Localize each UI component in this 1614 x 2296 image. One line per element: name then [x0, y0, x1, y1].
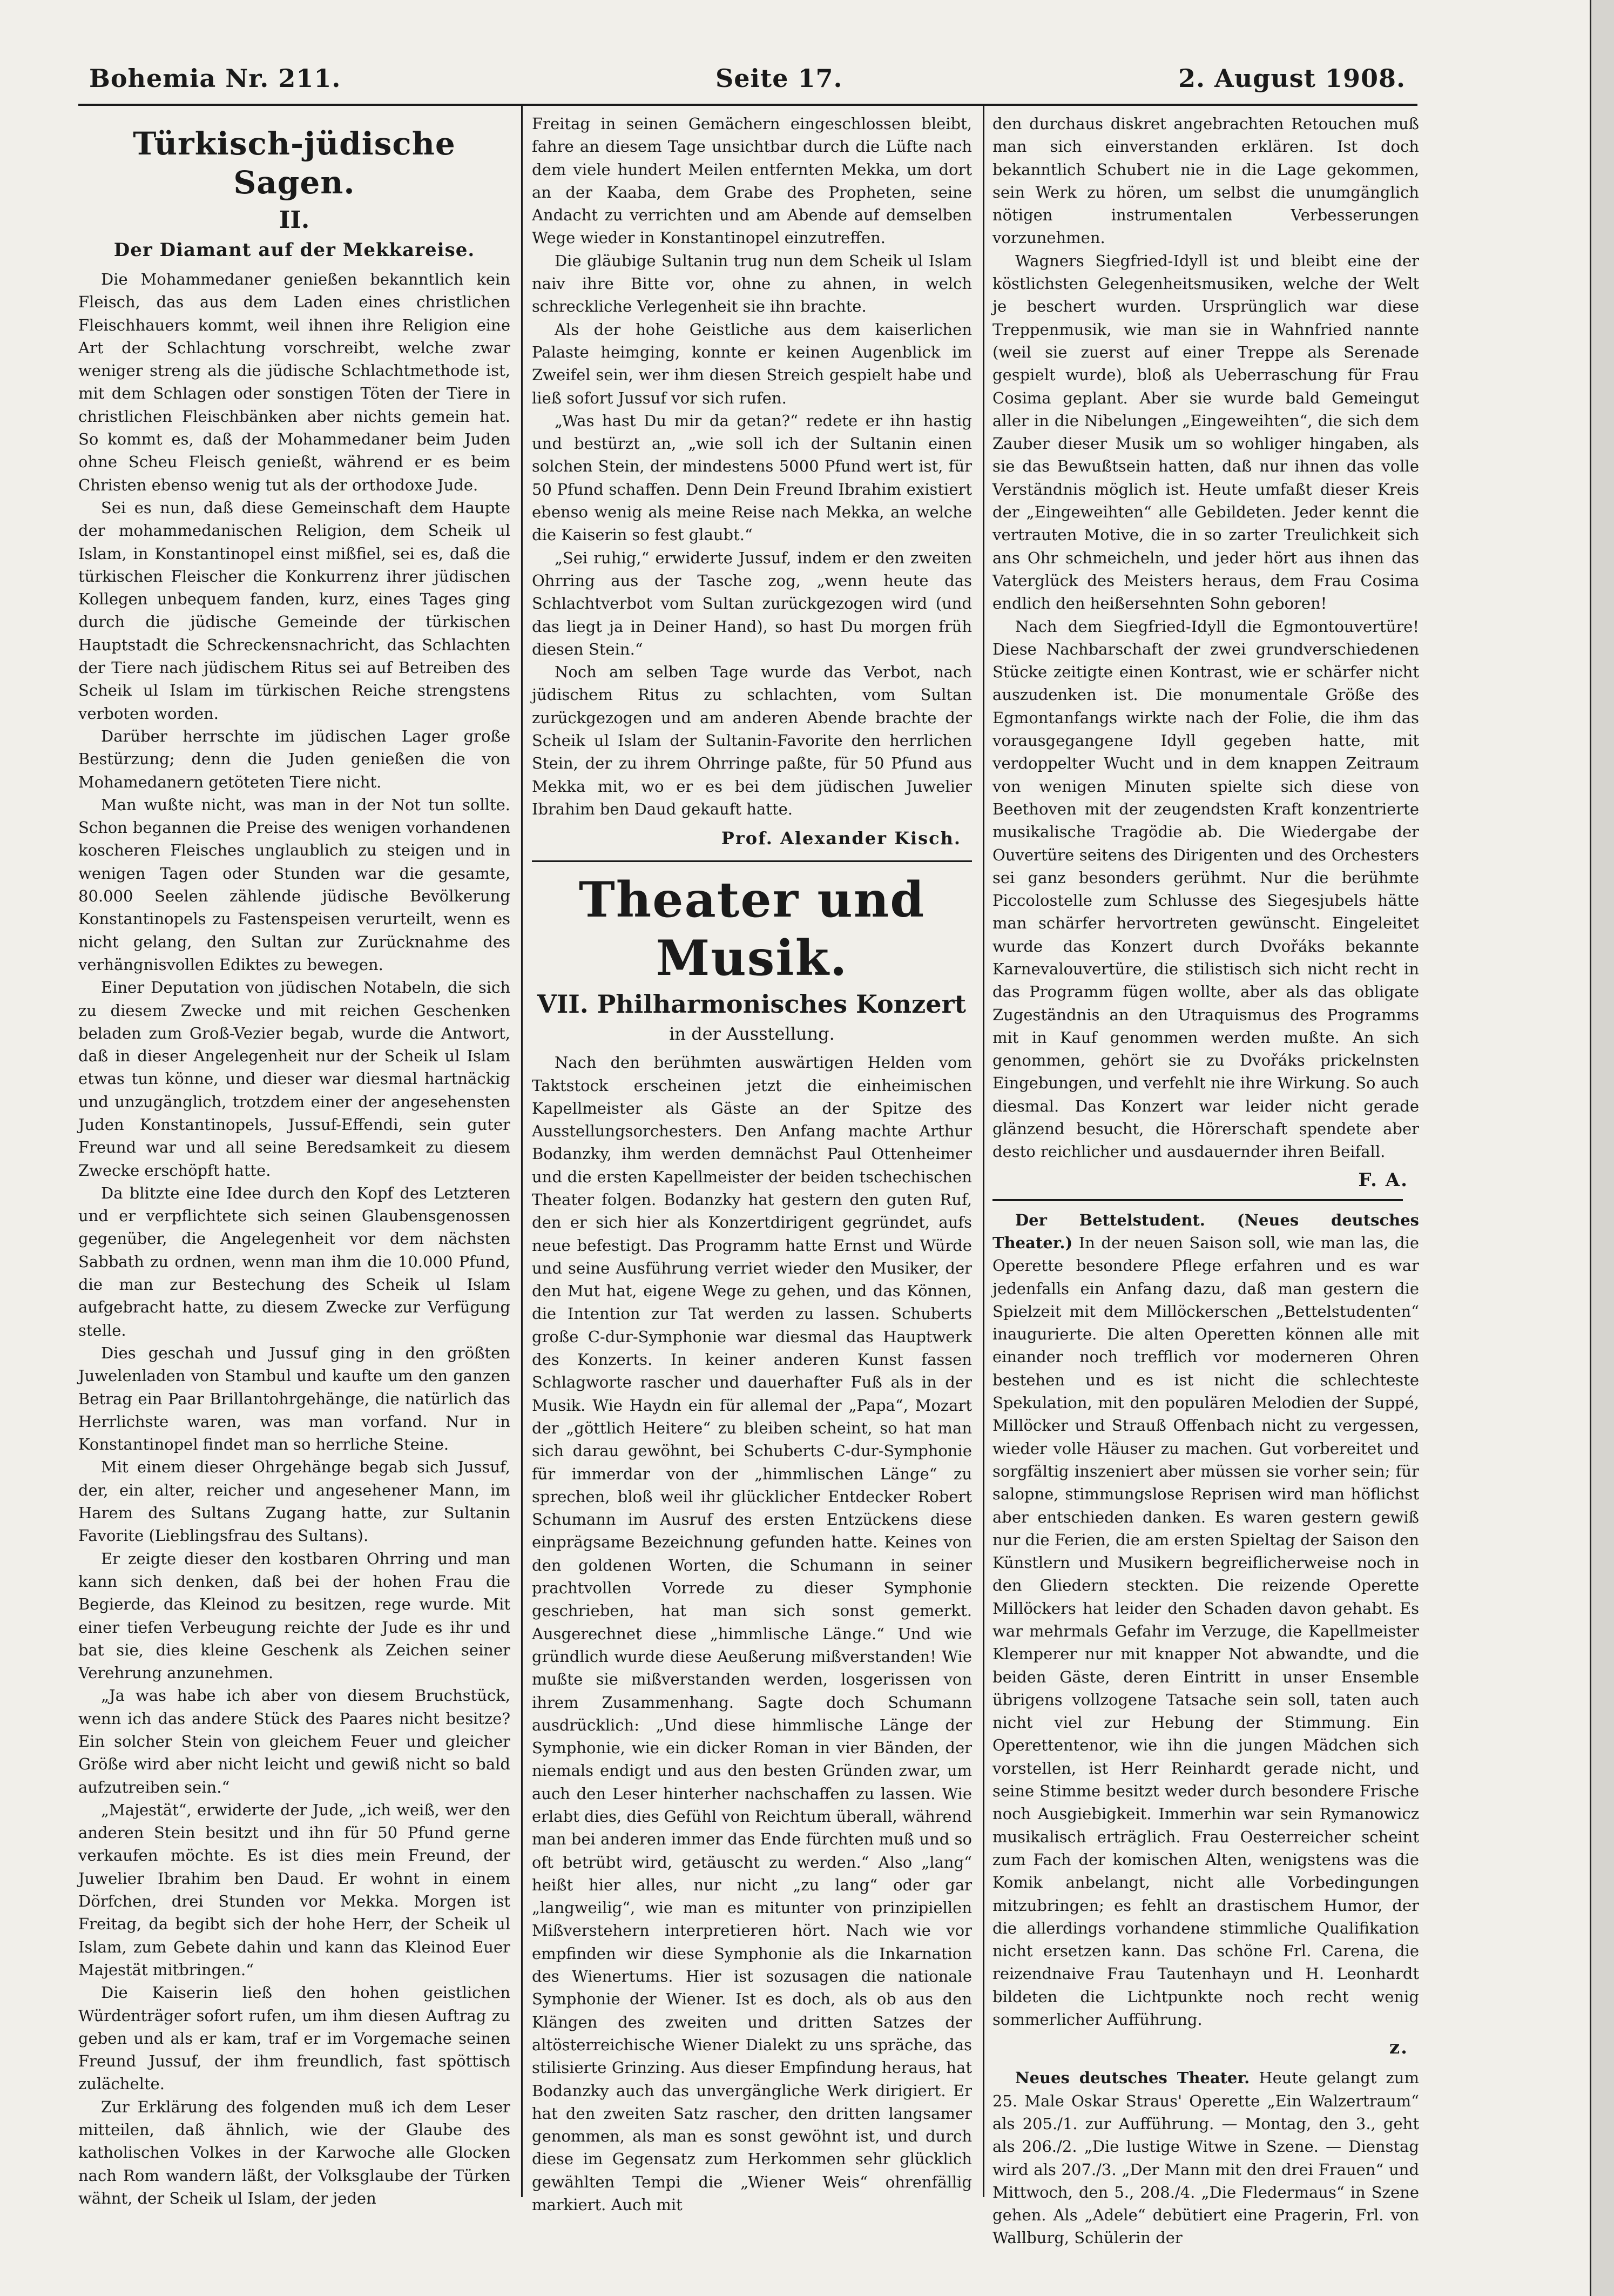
- paragraph: Die Mohammedaner genießen bekanntlich kein Fleisch, das aus dem Laden eines christlichen Fleischhauers kommt, weil ihnen ihre Religion eine Art der Schlachtung vorschreibt, welche zwar weniger streng als die jüdische Schlachtmethode ist, mit dem Schlagen oder sonstigen Töten der Tiere in christlichen Fleischbänken aber nichts gemein hat. So kommt es, daß der Mohammedaner beim Juden ohne Scheu Fleisch genießt, während er es beim Christen ebenso wenig tut als der orthodoxe Jude.: [78, 270, 510, 494]
- section-rule: [992, 1199, 1403, 1201]
- paragraph: Freitag in seinen Gemächern eingeschlossen bleibt, fahre an diesem Tage unsichtbar durch die Lüfte nach dem viele hundert Meilen entfernten Mekka, um dort an der Kaaba, dem Grabe des Propheten, seine Andacht zu verrichten und am Abende auf demselben Wege wieder in Konstantinopel einzutreffen.: [532, 115, 972, 247]
- header-page-number: Seite 17.: [715, 64, 843, 93]
- paragraph: Nach den berühmten auswärtigen Helden vom Taktstock erscheinen jetzt die einheimischen Kapellmeister als Gäste an der Spitze des Ausstellungsorchesters. Den Anfang machte Arthur Bodanzky, ihm werden demnächst Paul Ottenheimer und die ersten Kapellmeister der beiden tschechischen Theater folgen. Bodanzky hat gestern den guten Ruf, den er sich hier als Konzertdirigent gegründet, aufs neue befestigt. Das Programm hatte Ernst und Würde und seine Ausführung verriet wieder den Musiker, der den Mut hat, eigene Wege zu gehen, und das Können, die Intention zur Tat werden zu lassen. Schuberts große C-dur-Symphonie war diesmal das Hauptwerk des Konzerts. In keiner anderen Kunst fassen Schlagworte rascher und dauerhafter Fuß als in der Musik. Wie Haydn ein für allemal der „Papa“, Mozart der „göttlich Heitere“ zu bleiben scheint, so hat man sich darau gewöhnt, bei Schuberts C-dur-Symphonie für immerdar von der „himmlischen Länge“ zu sprechen, bloß weil ihr glücklicher Entdecker Robert Schumann im Ausruf des ersten Entzückens diese einprägsame Bezeichnung gefunden hatte. Keines von den goldenen Worten, die Schumann in seiner prachtvollen Vorrede zu dieser Symphonie geschrieben, hat man sich sonst gemerkt. Ausgerechnet diese „himmlische Länge.“ Und wie gründlich wurde diese Aeußerung mißverstanden! Wie mußte sie mißverstanden werden, losgerissen von ihrem Zusammenhang. Sagte doch Schumann ausdrücklich: „Und diese himmlische Länge der Symphonie, wie ein dicker Roman in vier Bänden, der niemals endigt und aus den besten Gründen zwar, um auch den Leser hinterher nachschaffen zu lassen. Wie erlabt dies, dies Gefühl von Reichtum überall, während man bei anderen immer das Ende fürchten muß und so oft betrübt wird, getäuscht zu werden.“ Also „lang“ heißt hier alles, nur nicht „zu lang“ oder gar „langweilig“, wie man es mitunter von prinzipiellen Mißverstehern interpretieren hört. Nach wie vor empfinden wir diese Symphonie als die Inkarnation des Wienertums. Hier ist sozusagen die nationale Symphonie der Wiener. Ist es doch, als ob aus den Klängen des zweiten und dritten Satzes der altösterreichische Wiener Dialekt zu uns spräche, das stilisierte Grinzing. Aus dieser Empfindung heraus, hat Bodanzky auch das unvergängliche Werk dirigiert. Er hat den zweiten Satz rascher, den dritten langsamer genommen, als man es sonst gewöhnt ist, und durch diese im Gegensatz zum Herkommen sehr glücklich gewählten Tempi die „Wiener Weis“ ohrenfällig markiert. Auch mit: [532, 1053, 972, 2214]
- scan-edge: [1591, 0, 1614, 2296]
- section-subtitle: VII. Philharmonisches Konzert: [537, 989, 966, 1019]
- paragraph: Sei es nun, daß diese Gemeinschaft dem Haupte der mohammedanischen Religion, dem Scheik ul Islam, in Konstantinopel einst mißfiel, sei es, daß die türkischen Fleischer die Konkurrenz ihrer jüdischen Kollegen unbequem fanden, kurz, eines Tages ging durch die jüdische Gemeinde der türkischen Hauptstadt die Schreckensnachricht, das Schlachten der Tiere nach jüdischem Ritus sei auf Betreiben des Scheik ul Islam im türkischen Reiche strengstens verboten worden.: [78, 498, 510, 723]
- review-initials: F. A.: [1358, 1169, 1408, 1191]
- section-subtitle-2: in der Ausstellung.: [669, 1024, 835, 1045]
- paragraph: Da blitzte eine Idee durch den Kopf des Letzteren und er verpflichtete sich seinen Glaubensgenossen gegenüber, die Angelegenheit vor dem nächsten Sabbath zu ordnen, wenn man ihm die 10.000 Pfund, die man zur Bestechung des Scheik ul Islam aufgebracht hatte, zu diesem Zwecke zur Verfügung stelle.: [78, 1183, 510, 1339]
- review-paragraph: [992, 1209, 1419, 2031]
- paragraph: Er zeigte dieser den kostbaren Ohrring und man kann sich denken, daß bei der hohen Frau die Begierde, das Kleinod zu besitzen, rege wurde. Mit einer tiefen Verbeugung reichte der Jude es ihr und bat sie, dies kleine Geschenk als Zeichen seiner Verehrung anzunehmen.: [78, 1549, 510, 1682]
- article-part: II.: [279, 206, 310, 234]
- scan-edge-line: [1590, 0, 1591, 2296]
- paragraph: Zur Erklärung des folgenden muß ich dem Leser mitteilen, daß ähnlich, wie der Glaube des katholischen Volkes in der Karwoche alle Glocken nach Rom wandern läßt, der Volksglaube der Türken wähnt, der Scheik ul Islam, der jeden: [78, 2097, 510, 2207]
- article-title: Türkisch-jüdische Sagen.: [133, 125, 456, 201]
- paragraph: Nach dem Siegfried-Idyll die Egmontouvertüre! Diese Nachbarschaft der zwei grundverschiedenen Stücke zeitigte einen Kontrast, wie er schärfer nicht auszudenken ist. Die monumentale Größe des Egmontanfangs wirkte nach der Folie, die ihm das vorausgegangene Idyll gegeben hatte, mit verdoppelter Wucht und in dem knappen Zeitraum von wenigen Minuten spielte sich diese von Beethoven mit der zeugendsten Kraft konzentrierte musikalische Tragödie ab. Die Wiedergabe der Ouvertüre seitens des Dirigenten und des Orchesters sei ganz besonders gerühmt. Nur die berühmte Piccolostelle zum Schlusse des Siegesjubels hätte man schärfer hervortreten gewünscht. Eingeleitet wurde das Konzert durch Dvořáks bekannte Karnevalouvertüre, die stilistisch sich nicht recht in das Programm fügen wollte, aber als das obligate Zugeständnis an den Utraquismus des Programms mit in Kauf genommen werden mußte. An sich genommen, gehört sie zu Dvořáks prickelnsten Eingebungen, und verfehlt nie ihre Wirkung. So auch diesmal. Das Konzert war leider nicht gerade glänzend besucht, die Hörerschaft spendete aber desto reichlicher und ausdauernder ihren Beifall.: [992, 617, 1419, 1161]
- column-1: [78, 112, 510, 2207]
- section-title: Theater und Musik.: [578, 871, 926, 987]
- notice-text: Heute gelangt zum 25. Male Oskar Straus' Operette „Ein Walzertraum“ als 205./1. zur Aufführung. — Montag, den 3., geht als 206./2. „Die lustige Witwe in Szene. — Dienstag wird als 207./3. „Der Mann mit den drei Frauen“ und Mittwoch, den 5., 208./4. „Die Fledermaus“ in Szene gehen. Als „Adele“ debütiert eine Pragerin, Frl. von Wallburg, Schülerin der: [992, 2069, 1419, 2247]
- paragraph: Die Kaiserin ließ den hohen geistlichen Würdenträger sofort rufen, um ihm diesen Auftrag zu geben und als er kam, traf er im Vorgemache seinen Freund Jussuf, der ihm freundlich, fast spöttisch zulächelte.: [78, 1983, 510, 2093]
- paragraph: Noch am selben Tage wurde das Verbot, nach jüdischem Ritus zu schlachten, vom Sultan zurückgezogen und am anderen Abende brachte der Scheik ul Islam der Sultanin-Favorite den herrlichen Stein, der zu ihrem Ohrringe paßte, für 50 Pfund aus Mekka mit, wo er es bei dem jüdischen Juwelier Ibrahim ben Daud gekauft hatte.: [532, 663, 972, 818]
- review-signature: z.: [1389, 2037, 1408, 2059]
- paragraph: Die gläubige Sultanin trug nun dem Scheik ul Islam naiv ihre Bitte vor, ohne zu ahnen, in welch schreckliche Verlegenheit sie ihn brachte.: [532, 251, 972, 316]
- paragraph: „Majestät“, erwiderte der Jude, „ich weiß, wer den anderen Stein besitzt und ihn für 50 Pfund gerne verkaufen möchte. Es ist dies mein Freund, der Juwelier Ibrahim ben Daud. Er wohnt in einem Dörfchen, drei Stunden vor Mekka. Morgen ist Freitag, da begibt sich der hohe Herr, der Scheik ul Islam, zum Gebete dahin und kann das Kleinod Euer Majestät mitbringen.“: [78, 1800, 510, 1979]
- paragraph: „Sei ruhig,“ erwiderte Jussuf, indem er den zweiten Ohrring aus der Tasche zog, „wenn heute das Schlachtverbot vom Sultan zurückgezogen wird (und das liegt ja in Deiner Hand), so hast Du morgen früh diesen Stein.“: [532, 548, 972, 658]
- paragraph: Wagners Siegfried-Idyll ist und bleibt eine der köstlichsten Gelegenheitsmusiken, welche der Welt je beschert wurden. Ursprünglich war diese Treppenmusik, wie man sie in Wahnfried nannte (weil sie zuerst auf einer Treppe als Serenade gespielt wurde), bloß als Ueberraschung für Frau Cosima geplant. Aber sie wurde bald Gemeingut aller in die Nibelungen „Eingeweihten“, die sich dem Zauber dieser Musik um so wohliger hingaben, als sie das Bewußtsein hatten, daß nur ihnen das volle Verständnis möglich ist. Heute umfaßt dieser Kreis der „Eingeweihten“ alle Gebildeten. Jeder kennt die vertrauten Motive, die in so zarter Treulichkeit sich ans Ohr schmeicheln, und jeder hört aus ihnen das Vaterglück des Meisters heraus, dem Frau Cosima endlich den heißersehnten Sohn geboren!: [992, 251, 1419, 613]
- paragraph: „Was hast Du mir da getan?“ redete er ihn hastig und bestürzt an, „wie soll ich der Sultanin einen solchen Stein, der mindestens 5000 Pfund wert ist, für 50 Pfund schaffen. Denn Dein Freund Ibrahim existiert ebenso wenig als meine Reise nach Mekka, an welche die Kaiserin so fest glaubt.“: [532, 411, 972, 544]
- column-rule-1: [521, 106, 523, 2197]
- review-lead: Der Bettelstudent.: [1015, 1210, 1205, 1229]
- paragraph: Einer Deputation von jüdischen Notabeln, die sich zu diesem Zwecke und mit reichen Geschenken beladen zum Groß-Vezier begab, wurde die Antwort, daß in dieser Angelegenheit nur der Scheik ul Islam etwas tun könne, und dieser war diesmal hartnäckig und unzugänglich, trotzdem einer der angesehensten Juden Konstantinopels, Jussuf-Effendi, sein guter Freund war und all seine Beredsamkeit zu diesem Zwecke erschöpft hatte.: [78, 978, 510, 1180]
- header-publication: Bohemia Nr. 211.: [89, 64, 341, 93]
- review-venue: (Neues deutsches Theater.): [992, 1210, 1419, 1252]
- paragraph: den durchaus diskret angebrachten Retouchen muß man sich einverstanden erklären. Ist doch bekanntlich Schubert nie in die Lage gekommen, sein Werk zu hören, um selbst die unumgänglich nötigen instrumentalen Verbesserungen vorzunehmen.: [992, 115, 1419, 247]
- paragraph: Mit einem dieser Ohrgehänge begab sich Jussuf, der, ein alter, reicher und angesehener Mann, im Harem des Sultans Zugang hatte, zur Sultanin Favorite (Lieblingsfrau des Sultans).: [78, 1458, 510, 1545]
- paragraph: Dies geschah und Jussuf ging in den größten Juwelenladen von Stambul und kaufte um den ganzen Betrag ein Paar Brillantohrgehänge, die natürlich das Herrlichste waren, was man vorfand. Nur in Konstantinopel findet man so herrliche Steine.: [78, 1343, 510, 1454]
- paragraph: Darüber herrschte im jüdischen Lager große Bestürzung; denn die Juden genießen die von Mohamedanern getöteten Tiere nicht.: [78, 726, 510, 791]
- notice-lead: Neues deutsches Theater.: [1015, 2069, 1250, 2088]
- header-date: 2. August 1908.: [1178, 64, 1406, 93]
- paragraph: Als der hohe Geistliche aus dem kaiserlichen Palaste heimging, konnte er keinen Augenblick im Zweifel sein, wer ihm diesen Streich gespielt habe und ließ sofort Jussuf vor sich rufen.: [532, 320, 972, 407]
- column-2: [532, 112, 972, 2214]
- paragraph: Man wußte nicht, was man in der Not tun sollte. Schon begannen die Preise des wenigen vorhandenen koscheren Fleisches unglaublich zu steigen und in wenigen Tagen oder Stunden war die gesamte, 80.000 Seelen zählende jüdische Bevölkerung Konstantinopels zu Fastenspeisen verurteilt, wenn es nicht gelang, den Sultan zur Zurücknahme des verhängnisvollen Ediktes zu bewegen.: [78, 795, 510, 974]
- column-3: [992, 112, 1419, 2247]
- header-rule: [78, 104, 1417, 106]
- review-text: In der neuen Saison soll, wie man las, die Operette besondere Pflege erfahren und es war jedenfalls ein Anfang dazu, daß man gestern die Spielzeit mit dem Millöckerschen „Bettelstudenten“ inaugurierte. Die alten Operetten können alle mit einander noch trefflich vor moderneren Ohren bestehen und es ist nicht die schlechteste Spekulation, mit den populären Melodien der Suppé, Millöcker und Strauß Offenbach nicht zu vergessen, wieder volle Häuser zu machen. Gut vorbereitet und sorgfältig inszeniert aber müssen sie vorher sein; für salopne, stimmungslose Reprisen wird man höflichst aber entschieden danken. Es waren gestern gewiß nur die Ferien, die am ersten Spieltag der Saison den Künstlern und Musikern begreiflicherweise noch in den Gliedern steckten. Die reizende Operette Millöckers hat leider den Schaden davon gehabt. Es war mehrmals Gefahr im Verzuge, die Kapellmeister Klemperer nur mit knapper Not abwandte, und die beiden Gäste, deren Eintritt in unser Ensemble übrigens vollzogene Tatsache sein soll, taten auch nicht viel zur Hebung der Stimmung. Ein Operettentenor, wie ihn die jungen Mädchen sich vorstellen, ist Herr Reinhardt gerade nicht, und seine Stimme besitzt weder durch besondere Frische noch Ausgiebigkeit. Immerhin war sein Rymanowicz musikalisch erträglich. Frau Oesterreicher scheint zum Fach der komischen Alten, wenigstens was die Komik anbelangt, nicht alle Vorbedingungen mitzubringen; es fehlt an drastischem Humor, der die allerdings vorhandene stimmliche Qualifikation nicht ersetzen kann. Das schöne Frl. Carena, die reizendnaive Frau Tautenhayn und H. Leonhardt bildeten die Lichtpunkte noch recht wenig sommerlicher Aufführung.: [992, 1233, 1419, 2029]
- section-rule: [532, 860, 972, 862]
- article-signature: Prof. Alexander Kisch.: [721, 828, 961, 849]
- notice-paragraph: [992, 2066, 1419, 2249]
- page-header: [89, 64, 1406, 102]
- article-subtitle: Der Diamant auf der Mekkareise.: [113, 239, 475, 261]
- column-rule-2: [983, 106, 984, 2197]
- paragraph: „Ja was habe ich aber von diesem Bruchstück, wenn ich das andere Stück des Paares nicht besitze? Ein solcher Stein von gleichem Feuer und gleicher Größe wird aber nicht leicht und gewiß nicht so bald aufzutreiben sein.“: [78, 1686, 510, 1796]
